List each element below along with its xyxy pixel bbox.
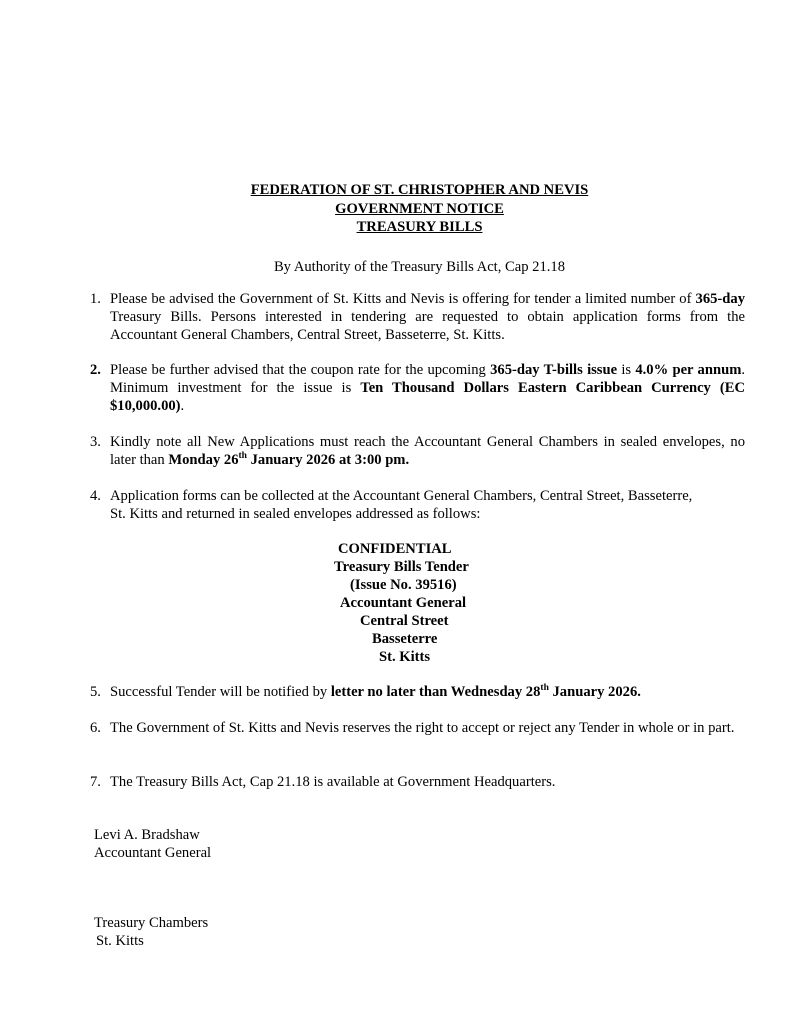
address-line: St. Kitts bbox=[379, 649, 431, 665]
item-text-part: . Minimum investment for the issue is bbox=[110, 362, 746, 396]
ordinal-suffix: th bbox=[238, 451, 247, 462]
item-text-part: Treasury Bills. Persons interested in tendering are requested to obtain application forms from the Accountant General Chambers, Central Street, Basseterre, St. Kitts. bbox=[110, 309, 745, 343]
item-text-part: Kindly note all New Applications must reach the Accountant General Chambers in sealed envelopes, no later than bbox=[110, 434, 745, 468]
office-name: Treasury Chambers bbox=[94, 915, 209, 931]
item-text-bold: 365-day bbox=[695, 291, 745, 307]
item-number: 2. bbox=[90, 362, 101, 378]
ordinal-suffix: th bbox=[540, 683, 549, 694]
item-text bbox=[110, 433, 745, 469]
title-government-notice: GOVERNMENT NOTICE bbox=[335, 201, 504, 217]
address-line: Treasury Bills Tender bbox=[334, 559, 469, 575]
list-item-7 bbox=[90, 773, 745, 791]
list-item-1 bbox=[90, 290, 745, 344]
address-line: CONFIDENTIAL bbox=[338, 541, 452, 557]
list-item-6 bbox=[90, 719, 745, 737]
item-number: 1. bbox=[90, 291, 101, 307]
address-line: (Issue No. 39516) bbox=[350, 577, 457, 593]
item-text-part: Please be advised the Government of St. Kitts and Nevis is offering for tender a limited number of bbox=[110, 291, 696, 307]
signatory-title: Accountant General bbox=[94, 845, 212, 861]
item-text-part: . bbox=[180, 398, 185, 414]
list-item-3 bbox=[90, 433, 745, 469]
address-line: Central Street bbox=[360, 613, 449, 629]
item-text bbox=[110, 361, 745, 415]
item-text bbox=[110, 487, 745, 523]
item-text-bold: letter no later than Wednesday 28 bbox=[330, 684, 541, 700]
item-text-bold: 365-day T-bills issue bbox=[490, 362, 618, 378]
item-text bbox=[110, 683, 745, 701]
item-text-line: St. Kitts and returned in sealed envelopes addressed as follows: bbox=[110, 506, 481, 522]
item-text-bold: 4.0% per annum bbox=[635, 362, 742, 378]
list-item-2 bbox=[90, 361, 745, 415]
item-text: The Government of St. Kitts and Nevis reserves the right to accept or reject any Tender in whole or in part. bbox=[110, 720, 735, 736]
item-text-part: Successful Tender will be notified by bbox=[110, 684, 331, 700]
item-text-bold: January 2026. bbox=[548, 684, 641, 700]
item-text: The Treasury Bills Act, Cap 21.18 is available at Government Headquarters. bbox=[110, 774, 556, 790]
title-federation: FEDERATION OF ST. CHRISTOPHER AND NEVIS bbox=[250, 182, 589, 198]
item-text-bold: January 2026 at 3:00 pm. bbox=[246, 452, 410, 468]
item-number: 5. bbox=[90, 684, 101, 700]
item-text-line: Application forms can be collected at the Accountant General Chambers, Central Street, Basseterre, bbox=[110, 488, 693, 504]
item-text bbox=[110, 290, 745, 344]
signatory-name: Levi A. Bradshaw bbox=[94, 827, 200, 843]
list-item-5 bbox=[90, 683, 745, 701]
item-text-part: Please be further advised that the coupon rate for the upcoming bbox=[110, 362, 491, 378]
list-item-4 bbox=[90, 487, 745, 523]
address-line: Accountant General bbox=[340, 595, 467, 611]
item-number: 4. bbox=[90, 488, 101, 504]
title-treasury-bills: TREASURY BILLS bbox=[356, 219, 483, 235]
office-location: St. Kitts bbox=[96, 933, 144, 949]
item-number: 6. bbox=[90, 720, 101, 736]
item-number: 7. bbox=[90, 774, 101, 790]
authority-line: By Authority of the Treasury Bills Act, Cap 21.18 bbox=[273, 259, 566, 275]
item-text-part: is bbox=[617, 362, 636, 378]
address-line: Basseterre bbox=[372, 631, 438, 647]
item-number: 3. bbox=[90, 434, 101, 450]
item-text-bold: Monday 26 bbox=[168, 452, 239, 468]
item-text-bold: Ten Thousand Dollars Eastern Caribbean Currency (EC $10,000.00) bbox=[110, 380, 745, 414]
